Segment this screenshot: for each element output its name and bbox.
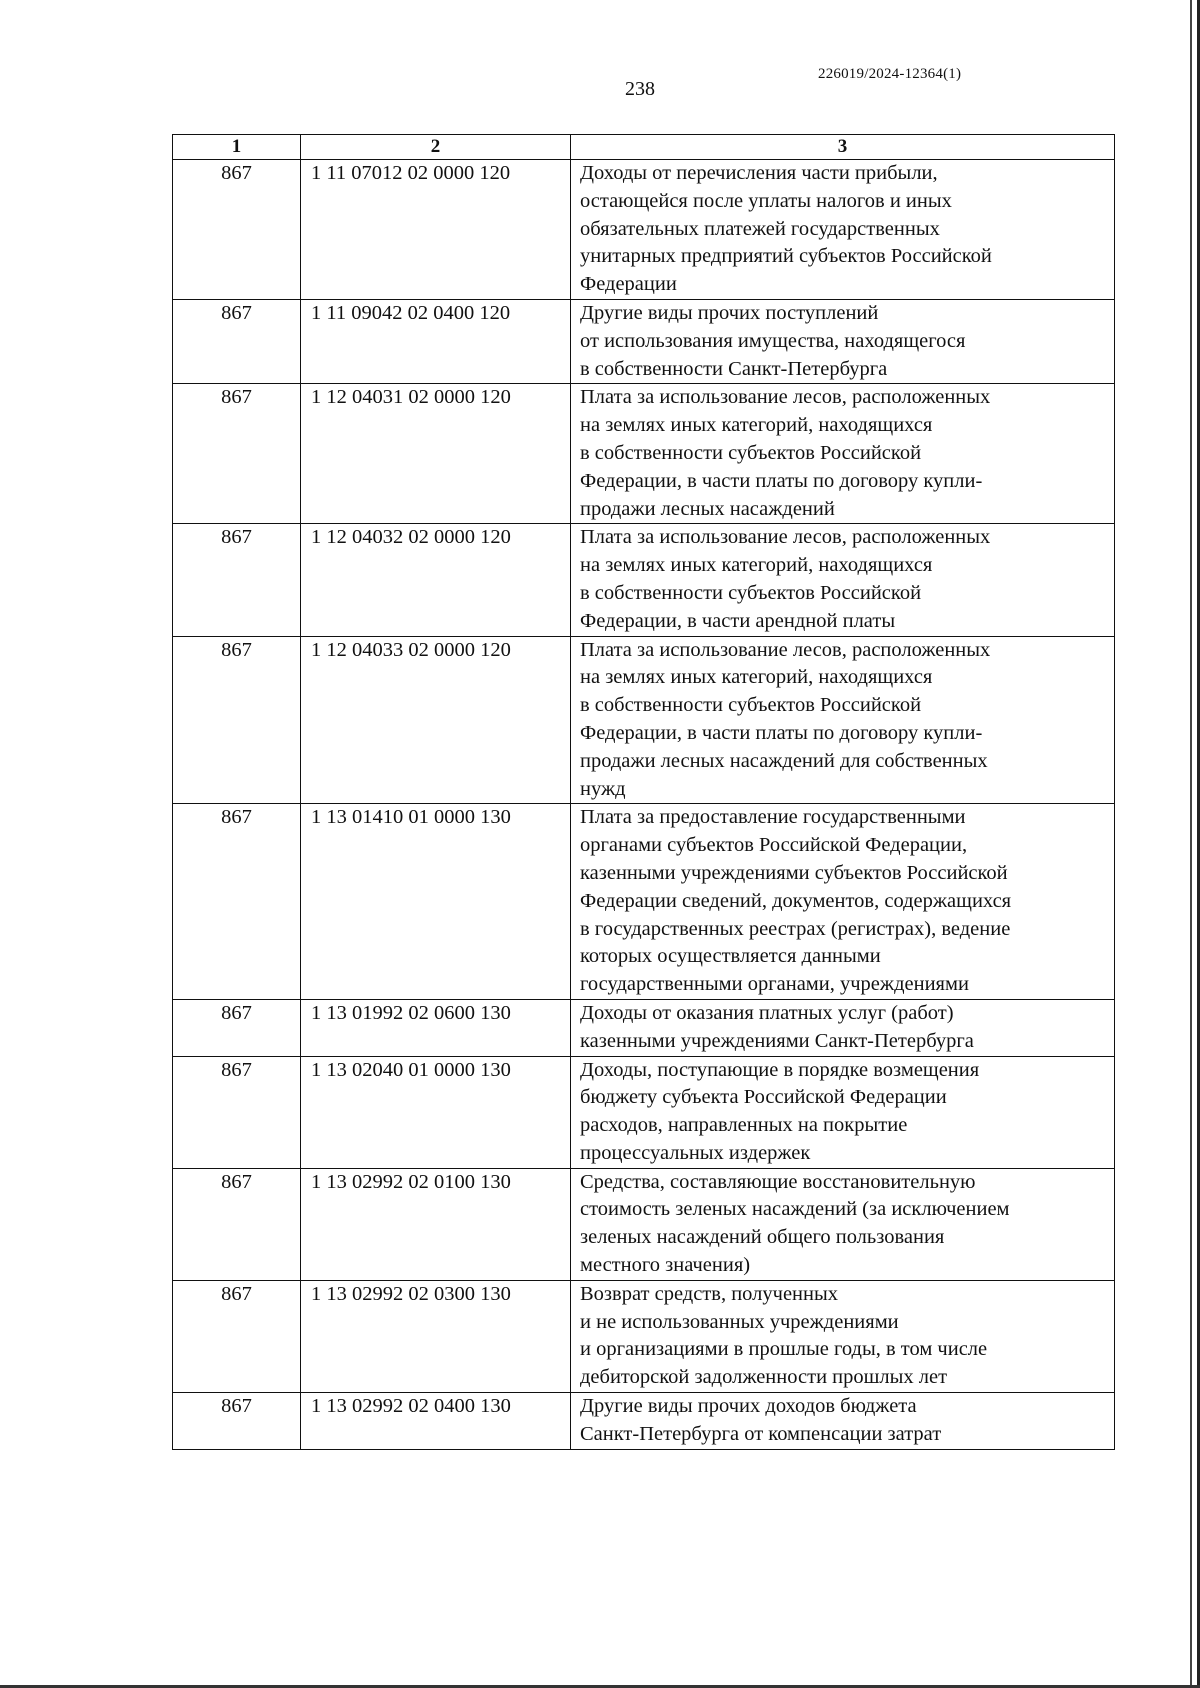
table-header-row [173,135,1115,160]
table-body [173,160,1115,1450]
revenue-name-line: остающейся после уплаты налогов и иных [580,189,952,212]
administrator-code-cell: 867 [173,1056,301,1168]
administrator-code-cell: 867 [173,636,301,804]
revenue-codes-table [172,134,1115,1450]
table-row [173,160,1115,300]
revenue-code-cell: 1 13 02040 01 0000 130 [301,1056,571,1168]
administrator-code-cell: 867 [173,1393,301,1450]
administrator-code-cell: 867 [173,1280,301,1392]
scan-edge [1190,0,1192,1688]
revenue-code-cell: 1 13 01992 02 0600 130 [301,999,571,1056]
table-row [173,1393,1115,1450]
revenue-name-line: государственными органами, учреждениями [580,973,969,996]
revenue-name-cell [571,299,1115,383]
column-header: 3 [571,135,1115,160]
revenue-name-line: Федерации, в части арендной платы [580,609,896,632]
revenue-name-line: Федерации, в части платы по договору купли- [580,721,983,744]
column-header: 1 [173,135,301,160]
revenue-name-line: бюджету субъекта Российской Федерации [580,1086,947,1109]
revenue-name-line: Другие виды прочих доходов бюджета [580,1395,917,1418]
revenue-name-cell [571,999,1115,1056]
revenue-name-line: которых осуществляется данными [580,945,881,968]
administrator-code-cell: 867 [173,299,301,383]
revenue-name-line: в собственности субъектов Российской [580,441,922,464]
revenue-name-line: Плата за использование лесов, расположенных [580,638,991,661]
revenue-name-line: Доходы от оказания платных услуг (работ) [580,1001,954,1024]
revenue-name-line: Плата за использование лесов, расположенных [580,526,991,549]
administrator-code-cell: 867 [173,160,301,300]
table-row [173,524,1115,636]
revenue-code-cell: 1 13 02992 02 0400 130 [301,1393,571,1450]
revenue-name-cell [571,804,1115,1000]
revenue-name-line: стоимость зеленых насаждений (за исключением [580,1198,1010,1221]
revenue-name-line: на землях иных категорий, находящихся [580,666,933,689]
revenue-name-cell [571,636,1115,804]
table-row [173,1280,1115,1392]
administrator-code-cell: 867 [173,999,301,1056]
table-row [173,999,1115,1056]
revenue-name-line: дебиторской задолженности прошлых лет [580,1366,948,1389]
revenue-name-line: казенными учреждениями субъектов Российской [580,861,1008,884]
revenue-name-line: в собственности субъектов Российской [580,581,922,604]
revenue-name-line: зеленых насаждений общего пользования [580,1226,945,1249]
revenue-name-line: Доходы, поступающие в порядке возмещения [580,1058,980,1081]
revenue-name-line: Возврат средств, полученных [580,1282,839,1305]
revenue-name-line: Другие виды прочих поступлений [580,301,879,324]
table-row [173,636,1115,804]
revenue-name-line: процессуальных издержек [580,1141,811,1164]
revenue-name-line: Плата за использование лесов, расположенных [580,386,991,409]
revenue-name-line: обязательных платежей государственных [580,217,940,240]
revenue-name-line: в государственных реестрах (регистрах), ведение [580,917,1011,940]
revenue-name-line: в собственности Санкт-Петербурга [580,357,888,380]
revenue-name-line: унитарных предприятий субъектов Российской [580,245,992,268]
revenue-name-line: Федерации сведений, документов, содержащихся [580,889,1012,912]
revenue-name-line: продажи лесных насаждений [580,497,835,520]
revenue-name-line: Средства, составляющие восстановительную [580,1170,976,1193]
revenue-name-line: Санкт-Петербурга от компенсации затрат [580,1422,942,1445]
revenue-code-cell: 1 13 02992 02 0300 130 [301,1280,571,1392]
revenue-name-cell [571,1393,1115,1450]
table-row [173,299,1115,383]
table-row [173,1168,1115,1280]
column-header: 2 [301,135,571,160]
revenue-name-cell [571,160,1115,300]
revenue-name-line: на землях иных категорий, находящихся [580,554,933,577]
revenue-name-cell [571,1280,1115,1392]
administrator-code-cell: 867 [173,524,301,636]
revenue-code-cell: 1 11 07012 02 0000 120 [301,160,571,300]
revenue-name-line: продажи лесных насаждений для собственных [580,749,988,772]
revenue-code-cell: 1 13 01410 01 0000 130 [301,804,571,1000]
revenue-name-cell [571,384,1115,524]
table-row [173,1056,1115,1168]
revenue-name-line: Федерации, в части платы по договору купли- [580,469,983,492]
administrator-code-cell: 867 [173,1168,301,1280]
revenue-name-line: и не использованных учреждениями [580,1310,899,1333]
revenue-name-line: Доходы от перечисления части прибыли, [580,162,938,184]
administrator-code-cell: 867 [173,804,301,1000]
table-row [173,804,1115,1000]
table-row [173,384,1115,524]
revenue-code-cell: 1 12 04032 02 0000 120 [301,524,571,636]
revenue-code-cell: 1 12 04031 02 0000 120 [301,384,571,524]
administrator-code-cell: 867 [173,384,301,524]
revenue-code-cell: 1 13 02992 02 0100 130 [301,1168,571,1280]
revenue-name-line: Федерации [580,273,677,296]
revenue-name-cell [571,1056,1115,1168]
revenue-name-line: казенными учреждениями Санкт-Петербурга [580,1029,974,1052]
revenue-code-cell: 1 11 09042 02 0400 120 [301,299,571,383]
document-reference: 226019/2024-12364(1) [818,66,962,82]
revenue-name-cell [571,1168,1115,1280]
revenue-code-cell: 1 12 04033 02 0000 120 [301,636,571,804]
revenue-name-line: от использования имущества, находящегося [580,329,966,352]
revenue-name-line: нужд [580,777,626,800]
revenue-name-line: Плата за предоставление государственными [580,806,966,829]
revenue-name-line: на землях иных категорий, находящихся [580,414,933,437]
revenue-name-cell [571,524,1115,636]
revenue-name-line: органами субъектов Российской Федерации, [580,834,968,857]
revenue-name-line: и организациями в прошлые годы, в том числе [580,1338,988,1361]
revenue-name-line: в собственности субъектов Российской [580,694,922,717]
page-number: 238 [625,78,655,100]
revenue-name-line: местного значения) [580,1254,751,1277]
revenue-name-line: расходов, направленных на покрытие [580,1114,908,1137]
